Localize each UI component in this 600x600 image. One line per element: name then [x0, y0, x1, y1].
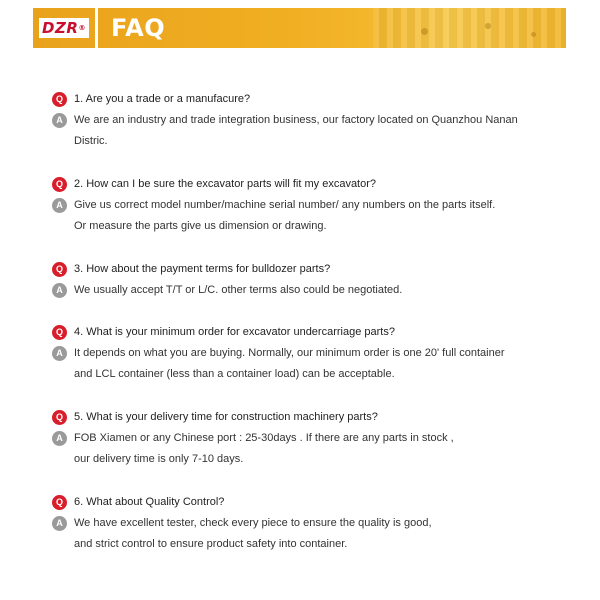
faq-question: 2. How can I be sure the excavator parts will fit my excavator? [74, 178, 377, 190]
banner-machine-image [373, 8, 566, 48]
faq-item [52, 492, 562, 555]
page-title: FAQ [111, 14, 166, 42]
faq-answer-line: We usually accept T/T or L/C. other terms also could be negotiated. [74, 284, 403, 296]
faq-answer-line: and LCL container (less than a container load) can be acceptable. [74, 368, 395, 380]
faq-question-row [52, 259, 562, 280]
banner-divider [95, 8, 98, 48]
faq-answer-line: FOB Xiamen or any Chinese port : 25-30days . If there are any parts in stock , [74, 432, 454, 444]
faq-item [52, 407, 562, 470]
faq-answer-row [52, 343, 562, 385]
faq-question: 4. What is your minimum order for excavator undercarriage parts? [74, 326, 395, 338]
answer-badge-icon: A [52, 113, 67, 128]
brand-logo [33, 8, 95, 48]
faq-question-row [52, 89, 562, 110]
faq-item [52, 89, 562, 152]
faq-question-row [52, 492, 562, 513]
answer-badge-icon: A [52, 198, 67, 213]
answer-badge-icon: A [52, 283, 67, 298]
question-badge-icon: Q [52, 177, 67, 192]
faq-question-row [52, 407, 562, 428]
faq-question: 6. What about Quality Control? [74, 496, 225, 508]
faq-answer-line: Give us correct model number/machine serial number/ any numbers on the parts itself. [74, 199, 496, 211]
faq-answer-row [52, 513, 562, 555]
question-badge-icon: Q [52, 262, 67, 277]
bolt-decoration [531, 32, 536, 37]
faq-answer-row [52, 428, 562, 470]
faq-answer-line: We have excellent tester, check every piece to ensure the quality is good, [74, 517, 432, 529]
question-badge-icon: Q [52, 92, 67, 107]
faq-item [52, 322, 562, 385]
faq-answer-row [52, 195, 562, 237]
question-badge-icon: Q [52, 410, 67, 425]
faq-answer-row [52, 280, 562, 301]
question-badge-icon: Q [52, 325, 67, 340]
faq-answer-line: our delivery time is only 7-10 days. [74, 453, 244, 465]
answer-badge-icon: A [52, 431, 67, 446]
answer-badge-icon: A [52, 346, 67, 361]
faq-item [52, 174, 562, 237]
faq-answer-line: Or measure the parts give us dimension or drawing. [74, 220, 327, 232]
faq-banner [33, 8, 566, 48]
question-badge-icon: Q [52, 495, 67, 510]
faq-question-row [52, 174, 562, 195]
faq-answer-line: We are an industry and trade integration business, our factory located on Quanzhou Nanan [74, 114, 518, 126]
brand-logo-text: DZR® [39, 18, 89, 38]
faq-question-row [52, 322, 562, 343]
answer-badge-icon: A [52, 516, 67, 531]
faq-answer-line: It depends on what you are buying. Normally, our minimum order is one 20' full container [74, 347, 505, 359]
bolt-decoration [485, 23, 491, 29]
faq-question: 5. What is your delivery time for construction machinery parts? [74, 411, 378, 423]
faq-answer-row [52, 110, 562, 152]
faq-item [52, 259, 562, 301]
faq-answer-line: and strict control to ensure product safety into container. [74, 538, 348, 550]
faq-question: 3. How about the payment terms for bulldozer parts? [74, 263, 331, 275]
bolt-decoration [421, 28, 428, 35]
faq-question: 1. Are you a trade or a manufacure? [74, 93, 251, 105]
faq-answer-line: Distric. [74, 135, 108, 147]
